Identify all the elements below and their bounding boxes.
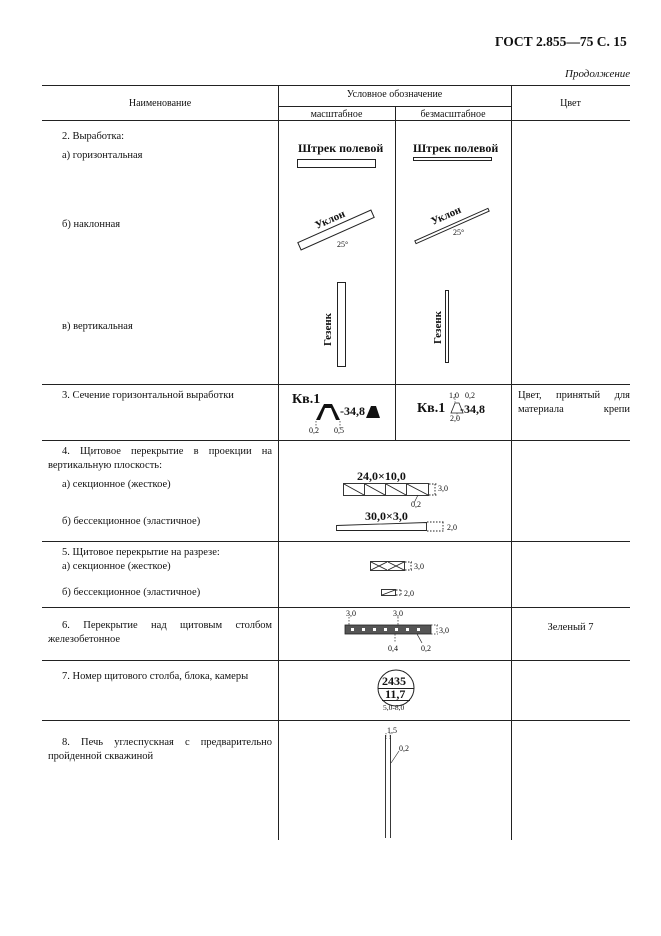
section-unscaled-u1: 1,0: [449, 391, 459, 400]
row2-c-label: в) вертикальная: [62, 321, 133, 332]
shield-rigid-v30: 3,0: [438, 484, 448, 493]
row8-title: 8. Печь углеспускная с предварительно пройденной скважиной: [48, 737, 272, 762]
coal-chute-v15: 1,5: [387, 726, 397, 735]
uklon-scaled-angle: 25°: [337, 240, 349, 249]
shield-elastic-v20: 2,0: [447, 523, 457, 532]
row6-title: 6. Перекрытие над щитовым столбом железобетонное: [48, 620, 272, 645]
row2-b-label: б) наклонная: [62, 219, 121, 230]
coal-chute-symbol: [386, 733, 400, 838]
gezenk-unscaled-label: Гезенк: [432, 310, 444, 344]
row3-color-text: Цвет, принятый для материала крепи: [518, 390, 630, 415]
header-symbol: Условное обозначение: [346, 89, 443, 100]
shield-rigid-v02: 0,2: [411, 500, 421, 509]
row3-title: 3. Сечение горизонтальной выработки: [62, 390, 234, 401]
row7-title: 7. Номер щитового столба, блока, камеры: [62, 671, 249, 682]
header-color: Цвет: [560, 98, 581, 109]
uklon-unscaled-angle: 25°: [453, 228, 465, 237]
page-header: ГОСТ 2.855—75 С. 15: [495, 34, 627, 49]
row6-color-text: Зеленый 7: [547, 622, 594, 633]
section-scaled-d2: 0,5: [334, 426, 344, 435]
shield-elastic-dim: 30,0×3,0: [365, 509, 408, 523]
coal-chute-v02: 0,2: [399, 744, 409, 753]
row5-title: 5. Щитовое перекрытие на разрезе:: [62, 547, 220, 558]
gezenk-scaled-label: Гезенк: [322, 312, 334, 346]
row5-a-label: а) секционное (жесткое): [62, 561, 171, 572]
section-scaled-kv: Кв.1: [292, 392, 321, 407]
row4-b-label: б) бессекционное (эластичное): [62, 516, 201, 527]
row4-a-label: а) секционное (жесткое): [62, 479, 171, 490]
rc-slab-r: 3,0: [439, 626, 449, 635]
row4-title: 4. Щитовое перекрытие в проекции на вертикальную плоскость:: [48, 446, 272, 471]
row5-b-label: б) бессекционное (эластичное): [62, 587, 201, 598]
section-scaled-elev: -34,8: [340, 404, 365, 418]
row2-title: 2. Выработка:: [62, 131, 125, 142]
header-scaled: масштабное: [310, 109, 363, 120]
pillar-number-range: 5,0-8,0: [383, 703, 405, 712]
rc-slab-t1: 3,0: [346, 609, 356, 618]
shield-elastic-section-v20: 2,0: [404, 589, 414, 598]
section-unscaled-u2: 0,2: [465, 391, 475, 400]
pillar-number-n2: 11,7: [385, 687, 406, 701]
rc-slab-b1: 0,4: [388, 644, 398, 653]
shtrek-scaled-label: Штрек полевой: [298, 141, 384, 155]
pillar-number-n1: 2435: [382, 674, 406, 688]
shield-rigid-dim: 24,0×10,0: [357, 469, 406, 483]
uklon-unscaled-label: Уклон: [429, 203, 464, 228]
row2-a-label: а) горизонтальная: [62, 150, 143, 161]
header-name: Наименование: [128, 98, 192, 109]
section-unscaled-kv: Кв.1: [417, 401, 446, 416]
rc-slab-t2: 3,0: [393, 609, 403, 618]
section-unscaled-elev: -34,8: [460, 402, 485, 416]
continuation-label: Продолжение: [565, 68, 631, 80]
section-unscaled-u3: 2,0: [450, 414, 460, 423]
shield-rigid-section-v30: 3,0: [414, 562, 424, 571]
section-scaled-d1: 0,2: [309, 426, 319, 435]
rc-slab-b2: 0,2: [421, 644, 431, 653]
uklon-scaled-label: Уклон: [313, 207, 348, 232]
shtrek-unscaled-label: Штрек полевой: [413, 141, 499, 155]
header-unscaled: безмасштабное: [420, 109, 486, 120]
